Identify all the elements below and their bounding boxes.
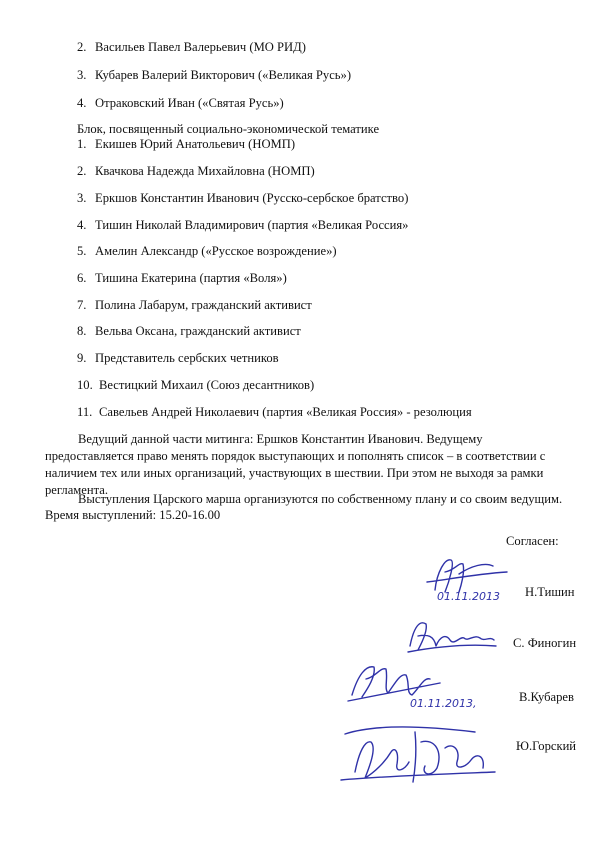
item-number: 7.	[77, 298, 87, 312]
list-item	[77, 351, 279, 366]
item-number: 9.	[77, 351, 87, 365]
agreed-label: Согласен:	[506, 534, 559, 548]
item-text: Васильев Павел Валерьевич (МО РИД)	[95, 40, 306, 54]
item-number: 2.	[77, 40, 87, 54]
list-item	[77, 378, 314, 393]
item-text: Кубарев Валерий Викторович («Великая Русь»)	[95, 68, 352, 82]
list-item	[77, 405, 472, 420]
item-number: 2.	[77, 164, 87, 178]
list-item	[77, 324, 301, 339]
signature-date: 01.11.2013	[437, 590, 500, 603]
list-item	[77, 298, 312, 313]
item-text: Амелин Александр («Русское возрождение»)	[95, 244, 337, 258]
item-text: Екишев Юрий Анатольевич (НОМП)	[95, 137, 296, 151]
item-text: Тишин Николай Владимирович (партия «Великая Россия»	[95, 218, 409, 232]
list-item	[77, 137, 295, 152]
item-text: Представитель сербских четников	[95, 351, 279, 365]
item-number: 4.	[77, 218, 87, 232]
item-number: 6.	[77, 271, 87, 285]
signature-tishin	[415, 552, 525, 612]
block-heading: Блок, посвященный социально-экономической тематике	[77, 122, 380, 136]
item-text: Отраковский Иван («Святая Русь»)	[95, 96, 284, 110]
list-item	[77, 68, 351, 83]
list-item	[77, 164, 315, 179]
speech-time: Время выступлений: 15.20-16.00	[45, 508, 221, 522]
item-text: Еркшов Константин Иванович (Русско-сербское братство)	[95, 191, 409, 205]
item-number: 8.	[77, 324, 87, 338]
item-number: 5.	[77, 244, 87, 258]
signature-date: 01.11.2013,	[410, 697, 477, 710]
item-text: Вестицкий Михаил (Союз десантников)	[99, 378, 315, 392]
item-number: 10.	[77, 378, 93, 392]
item-number: 1.	[77, 137, 87, 151]
item-text: Вельва Оксана, гражданский активист	[95, 324, 301, 338]
list-item	[77, 191, 408, 206]
item-text: Савельев Андрей Николаевич (партия «Великая Россия» - резолюция	[99, 405, 472, 419]
signature-gorsky	[335, 712, 515, 792]
list-item	[77, 218, 408, 233]
item-number: 3.	[77, 191, 87, 205]
list-item	[77, 271, 287, 286]
item-text: Тишина Екатерина (партия «Воля»)	[95, 271, 287, 285]
signatory-name: Ю.Горский	[516, 739, 577, 753]
signatory-name: Н.Тишин	[525, 585, 575, 599]
host-paragraph: Ведущий данной части митинга: Ершков Константин Иванович. Ведущему предоставляется право менять порядок выступающих и пополнять список – в соответствии с наличием тех или иных организаций, участвующих в шествии. При этом не выходя за рамки регламента.	[45, 432, 546, 497]
list-item	[77, 96, 284, 111]
item-text: Полина Лабарум, гражданский активист	[95, 298, 312, 312]
list-item	[77, 40, 306, 55]
item-number: 11.	[77, 405, 93, 419]
tsar-march-paragraph: Выступления Царского марша организуются по собственному плану и со своим ведущим.	[78, 492, 563, 506]
item-text: Квачкова Надежда Михайловна (НОМП)	[95, 164, 315, 178]
signatory-name: С. Финогин	[513, 636, 577, 650]
list-item	[77, 244, 337, 259]
signature-kubarev	[340, 655, 490, 715]
item-number: 3.	[77, 68, 87, 82]
signatory-name: В.Кубарев	[519, 690, 574, 704]
item-number: 4.	[77, 96, 87, 110]
